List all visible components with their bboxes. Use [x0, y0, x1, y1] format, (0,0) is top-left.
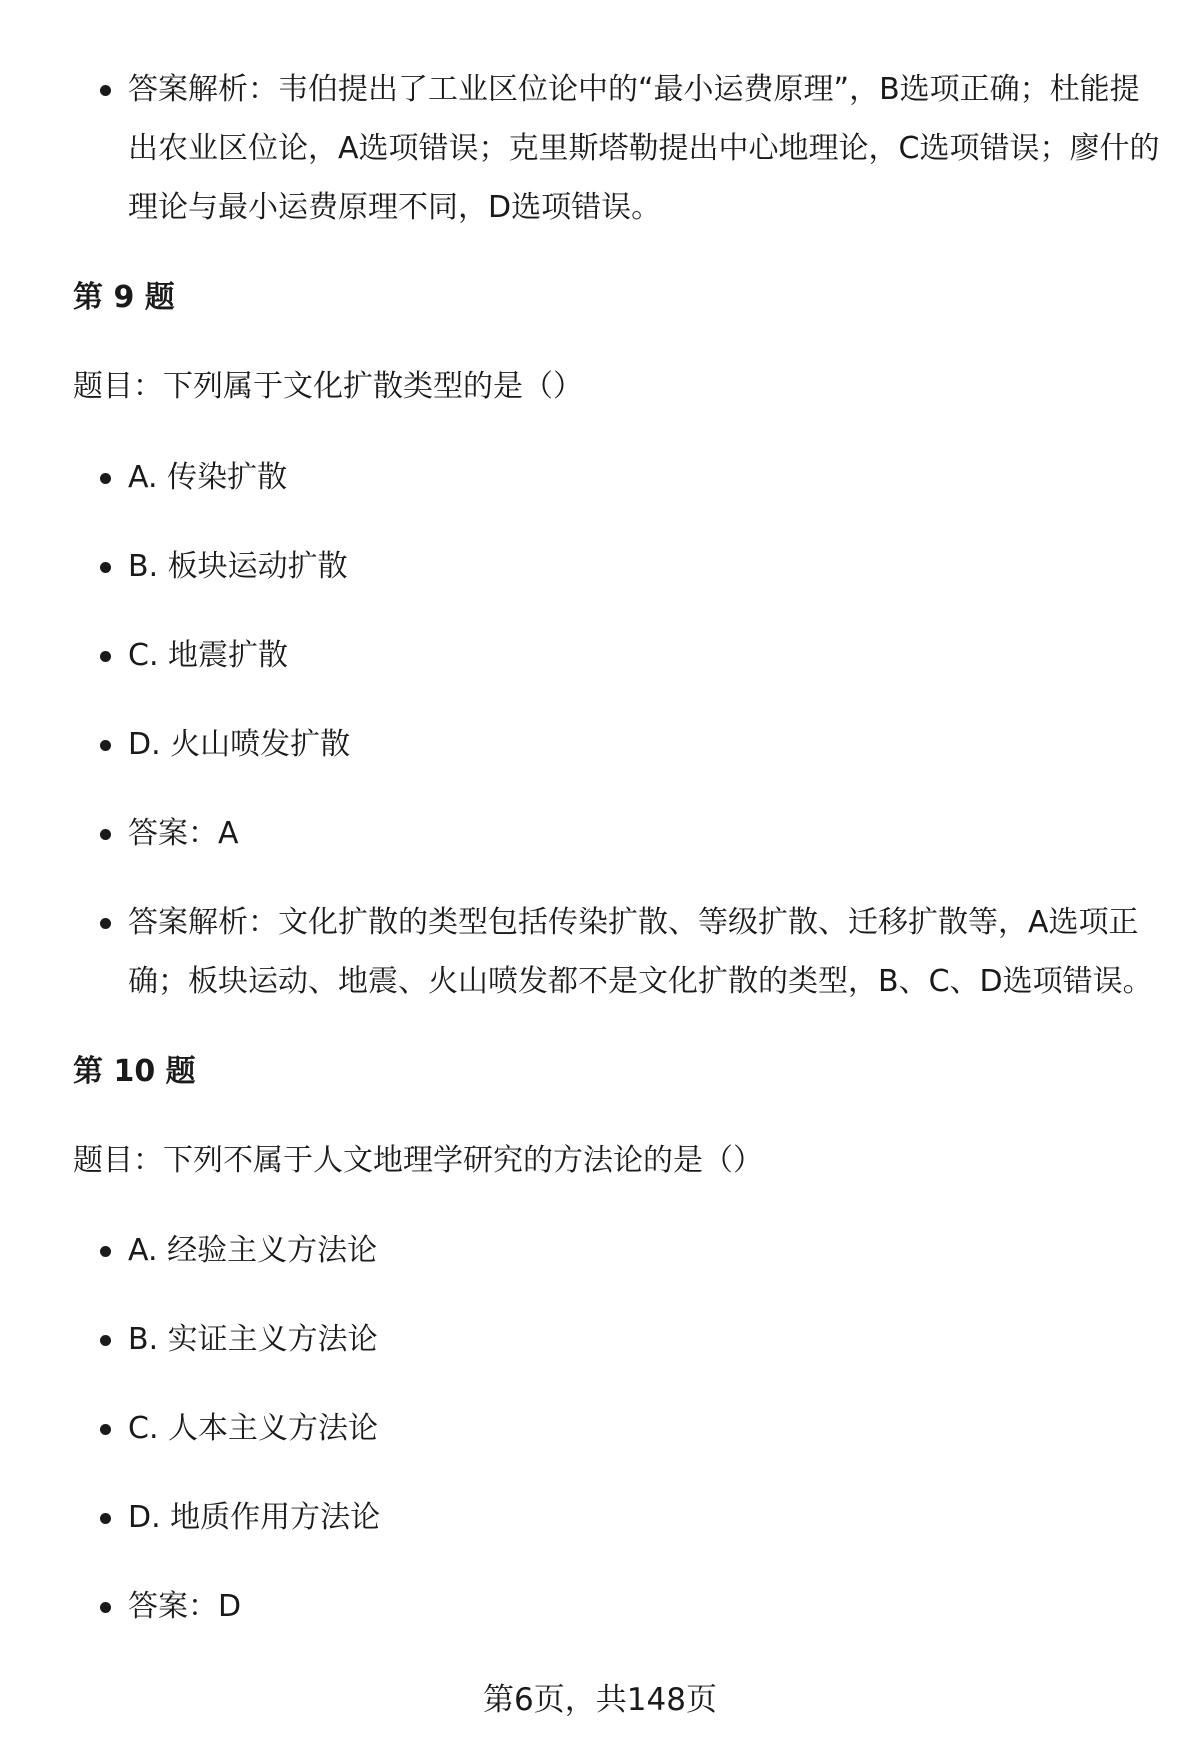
q9-option-d: D. 火山喷发扩散	[128, 715, 1160, 774]
q10-heading: 第 10 题	[73, 1054, 196, 1089]
q10-option-b: B. 实证主义方法论	[128, 1310, 1160, 1369]
q10-question: 题目：下列不属于人文地理学研究的方法论的是（）	[73, 1143, 763, 1178]
q9-explanation: 答案解析：文化扩散的类型包括传染扩散、等级扩散、迁移扩散等，A选项正确；板块运动、地震、火山喷发都不是文化扩散的类型，B、C、D选项错误。	[128, 893, 1160, 1011]
q10-option-c: C. 人本主义方法论	[128, 1399, 1160, 1458]
q10-answer: 答案：D	[128, 1577, 1160, 1636]
q8-explanation: 答案解析：韦伯提出了工业区位论中的“最小运费原理”，B选项正确；杜能提出农业区位论，A选项错误；克里斯塔勒提出中心地理论，C选项错误；廖什的理论与最小运费原理不同，D选项错误。	[128, 60, 1160, 237]
q9-heading: 第 9 题	[73, 280, 175, 315]
q9-answer: 答案：A	[128, 804, 1160, 863]
page-number-footer: 第6页，共148页	[483, 1682, 717, 1718]
q10-option-a: A. 经验主义方法论	[128, 1221, 1160, 1280]
q9-option-c: C. 地震扩散	[128, 626, 1160, 685]
q9-question: 题目：下列属于文化扩散类型的是（）	[73, 369, 583, 404]
q9-option-b: B. 板块运动扩散	[128, 537, 1160, 596]
q9-option-a: A. 传染扩散	[128, 448, 1160, 507]
q10-option-d: D. 地质作用方法论	[128, 1488, 1160, 1547]
